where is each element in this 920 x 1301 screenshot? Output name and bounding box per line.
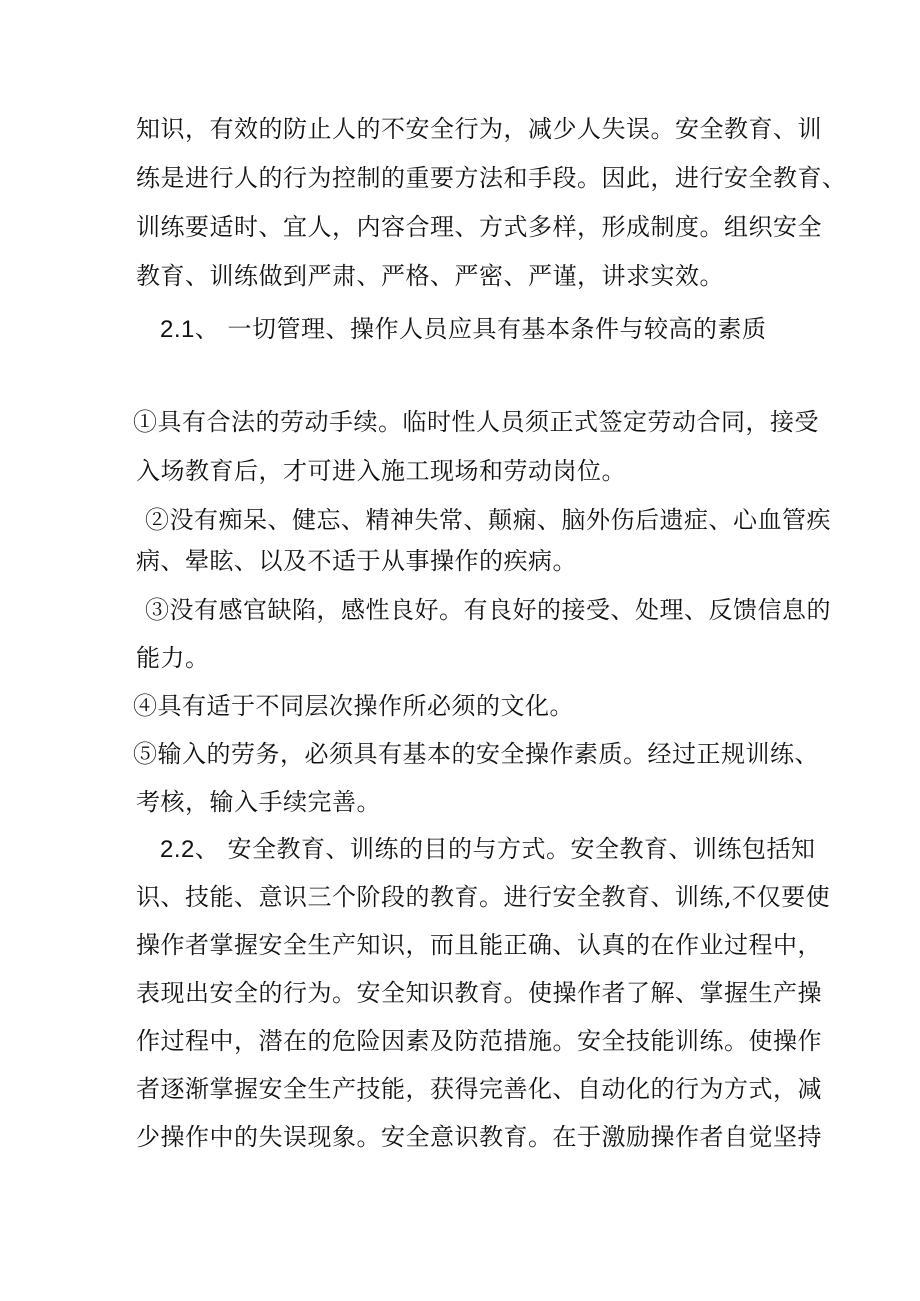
section-first-line: 、 安全教育、训练的目的与方式。安全教育、训练包括知	[194, 835, 816, 863]
body-text-line: 教育、训练做到严肃、严格、严密、严谨，讲求实效。	[136, 262, 724, 290]
list-item: ③没有感官缺陷，感性良好。有良好的接受、处理、反馈信息的	[145, 596, 831, 624]
section-number: 2.1	[160, 316, 195, 343]
list-item-continuation: 入场教育后，才可进入施工现场和劳动岗位。	[136, 457, 626, 485]
body-text-line: 练是进行人的行为控制的重要方法和手段。因此，进行安全教育、	[136, 164, 847, 192]
body-text-line: 操作者掌握安全生产知识，而且能正确、认真的在作业过程中，	[136, 931, 822, 959]
list-item: ⑤输入的劳务，必须具有基本的安全操作素质。经过正规训练、	[133, 740, 819, 768]
list-item-continuation: 考核，输入手续完善。	[136, 788, 381, 816]
section-heading-2-2	[160, 834, 816, 865]
body-text-line: 少操作中的失误现象。安全意识教育。在于激励操作者自觉坚持	[136, 1123, 822, 1151]
section-heading-2-1	[160, 314, 767, 345]
list-item-continuation: 能力。	[136, 644, 210, 672]
list-item: ④具有适于不同层次操作所必须的文化。	[133, 692, 574, 720]
list-item: ①具有合法的劳动手续。临时性人员须正式签定劳动合同，接受	[133, 408, 819, 436]
body-text-line: 识、技能、意识三个阶段的教育。进行安全教育、训练,不仅要使	[136, 883, 831, 911]
body-text-line: 作过程中，潜在的危险因素及防范措施。安全技能训练。使操作	[136, 1027, 822, 1055]
body-text-line: 者逐渐掌握安全生产技能，获得完善化、自动化的行为方式，减	[136, 1075, 822, 1103]
list-item: ②没有痴呆、健忘、精神失常、颠痫、脑外伤后遗症、心血管疾	[145, 506, 831, 534]
list-item-continuation: 病、晕眩、以及不适于从事操作的疾病。	[136, 547, 577, 575]
body-text-line: 训练要适时、宜人，内容合理、方式多样，形成制度。组织安全	[136, 213, 822, 241]
section-number: 2.2	[160, 836, 195, 863]
body-text-line: 表现出安全的行为。安全知识教育。使操作者了解、掌握生产操	[136, 979, 822, 1007]
section-heading-text: 、 一切管理、操作人员应具有基本条件与较高的素质	[194, 315, 767, 343]
body-text-line: 知识，有效的防止人的不安全行为，减少人失误。安全教育、训	[136, 115, 822, 143]
